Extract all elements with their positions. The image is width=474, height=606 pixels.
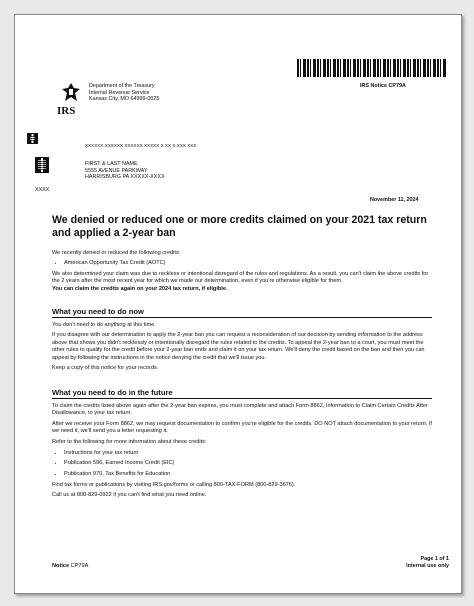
footer-page-number: Page 1 of 1 — [420, 556, 449, 562]
notice-label: IRS Notice CP79A — [360, 83, 406, 89]
footer-page-info — [385, 556, 449, 569]
agency-line-1: Department of the Treasury — [89, 83, 155, 89]
recipient-city: HARRISBURG PA XXXXX-XXXX — [85, 174, 165, 181]
notice-page — [14, 14, 462, 594]
irs-eagle-icon — [60, 81, 82, 103]
recipient-name: FIRST & LAST NAME — [85, 161, 138, 167]
future-paragraph-5: Call us at 800-829-0922 if you can't find what you need online. — [52, 491, 207, 498]
now-paragraph-3: Keep a copy of this notice for your records. — [52, 365, 159, 372]
address-code-line: XXXXXX.XXXXXX XXXXXX XXXXX X XX X.XXX XXX — [85, 143, 197, 148]
now-paragraph-2: If you disagree with our determination to apply the 2-year ban you can request a reconsideration of our decision by sending information to the address above that shows you didn't recklessly or intentionally disregard the rules related to the credits. To appeal the 2-year ban to a court, you must meet the other rules to qualify for the credit before your 2-year ban ends and claim it on your tax return. We'll deny the credit based on the ban and then you can appeal by following the instructions in the notice denying the credit that we'll issue you. — [52, 332, 425, 361]
recipient-street: 5555 AVENUE PARKWAY — [85, 167, 148, 174]
reference-list-item: • Instructions for your tax return — [64, 450, 432, 457]
intro-paragraph-1: We recently denied or reduced the following credits: — [52, 250, 181, 256]
credit-list-item: • American Opportunity Tax Credit (AOTC) — [64, 260, 432, 267]
now-paragraph-1: You don't need to do anything at this time. — [52, 322, 156, 328]
intro-paragraph-bold: You can claim the credits again on your 2024 tax return, if eligible. — [52, 285, 228, 292]
qr-code-icon — [35, 157, 49, 173]
agency-line-3: Kansas City, MO 64999-0025 — [89, 96, 160, 103]
page-title: We denied or reduced one or more credits claimed on your 2021 tax return and applied a 2-year ban — [52, 214, 427, 239]
section-heading-now: What you need to do now — [52, 307, 432, 318]
agency-line-2: Internal Revenue Service — [89, 89, 150, 96]
qr-code-small-icon — [27, 133, 38, 144]
section-now-body — [52, 322, 432, 372]
intro-section — [52, 250, 432, 293]
barcode-icon — [297, 59, 447, 77]
future-paragraph-3: Refer to the following for more information about these credits: — [52, 438, 207, 445]
irs-logo-text: IRS — [57, 105, 76, 117]
section-future-body — [52, 403, 432, 499]
footer-internal-use: Internal use only — [406, 562, 449, 569]
future-paragraph-2: After we receive your Form 8862, we may request documentation to confirm you're eligible for the credits. DO NOT attach documentation to your return. If we need it, we'll send you a letter requesting it. — [52, 420, 432, 435]
reference-list-item: • Publication 596, Earned Income Credit (EIC) — [64, 460, 432, 467]
footer-notice — [52, 563, 88, 569]
notice-date: November 11, 2024 — [370, 197, 419, 203]
intro-paragraph-2: We also determined your claim was due to reckless or intentional disregard of the rules and regulations. As a result, you can't claim the above credits for the 2 years after the most recent year for which we made our determination, even if you're otherwise eligible for them. — [52, 270, 429, 285]
agency-block — [89, 83, 159, 103]
recipient-address — [85, 161, 165, 181]
footer-notice-word: Notice — [52, 563, 70, 569]
section-heading-future: What you need to do in the future — [52, 388, 432, 399]
future-paragraph-1: To claim the credits listed above again after the 2-year ban expires, you must complete and attach Form 8862, Information to Claim Certain Credits After Disallowance, to your tax return. — [52, 403, 428, 417]
footer-notice-code: CP79A — [70, 563, 89, 569]
reference-code: XXXX — [35, 187, 50, 193]
future-paragraph-4: Find tax forms or publications by visiting IRS.gov/forms or calling 800-TAX-FORM (800-829-3676). — [52, 482, 296, 489]
reference-list-item: • Publication 970, Tax Benefits for Education — [64, 471, 432, 478]
